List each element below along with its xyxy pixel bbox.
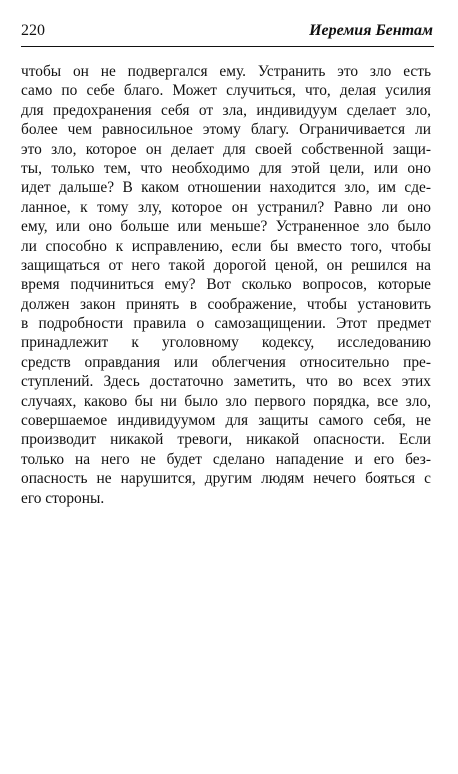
text-line: защищаться от него такой дорогой ценой, он решился на xyxy=(21,256,431,274)
text-line: это зло, которое он делает для своей собственной защи- xyxy=(21,140,431,158)
running-head xyxy=(21,22,433,42)
text-line: для предохранения себя от зла, индивидуум сделает зло, xyxy=(21,101,431,119)
text-line: опасность не нарушится, другим людям нечего бояться с xyxy=(21,470,431,488)
text-line: его стороны. xyxy=(21,489,105,507)
text-line: ты, только тем, что необходимо для этой цели, или оно xyxy=(21,159,431,177)
text-line: случаях, каково бы ни было зло первого порядка, все зло, xyxy=(21,392,431,410)
text-line: чтобы он не подвергался ему. Устранить это зло есть xyxy=(21,63,431,80)
text-line: ли способно к исправлению, если бы вместо того, чтобы xyxy=(21,237,431,255)
text-line: ланное, к тому злу, которое он устранил? Равно ли оно xyxy=(21,198,431,216)
header-rule xyxy=(21,46,434,47)
text-line: совершаемое индивидуумом для защиты самого себя, не xyxy=(21,412,431,430)
text-line: само по себе благо. Может случиться, что, делая усилия xyxy=(21,82,431,100)
text-line: ему, или оно больше или меньше? Устраненное зло было xyxy=(21,218,431,236)
text-line: более чем равносильное этому благу. Ограничивается ли xyxy=(21,121,431,139)
text-line: идет дальше? В каком отношении находится зло, им сде- xyxy=(21,179,431,197)
text-line: средств оправдания или облегчения относительно пре- xyxy=(21,353,431,371)
text-line: в подробности правила о самозащищении. Этот предмет xyxy=(21,315,431,333)
text-line: ступлений. Здесь достаточно заметить, что во всех этих xyxy=(21,373,431,391)
text-line: принадлежит к уголовному кодексу, исследованию xyxy=(21,334,431,352)
text-line: производит никакой тревоги, никакой опасности. Если xyxy=(21,431,431,449)
text-line: только на него не будет сделано нападение и его без- xyxy=(21,450,431,468)
running-title: Иеремия Бентам xyxy=(309,22,433,39)
body-text xyxy=(21,62,431,508)
page-number: 220 xyxy=(21,22,45,39)
text-line: время подчиниться ему? Вот сколько вопросов, которые xyxy=(21,276,431,294)
text-line: должен закон принять в соображение, чтобы установить xyxy=(21,295,431,313)
